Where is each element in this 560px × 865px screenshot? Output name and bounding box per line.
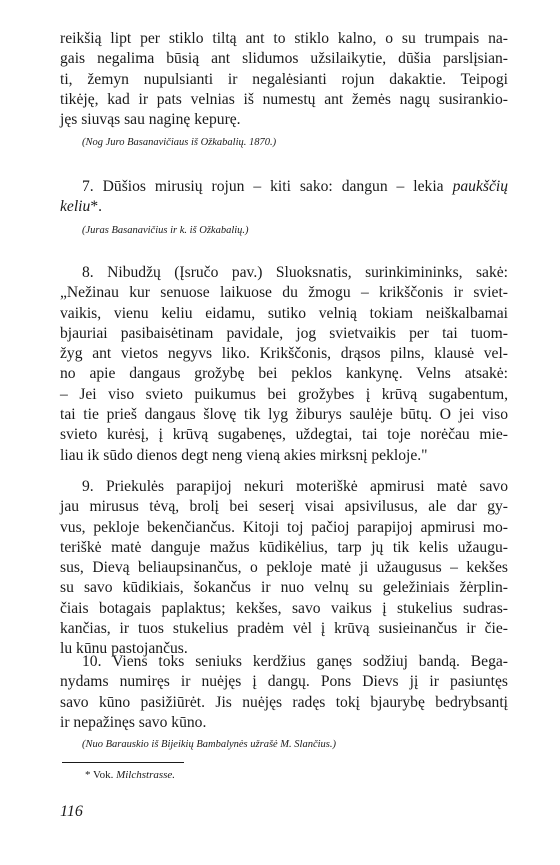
text-line: kančias, ir tuos stukelius pradėm vėl į krūvą susieinančus ir čie- — [60, 620, 508, 638]
text-line: keliu*. — [60, 198, 103, 216]
text-line: savo kūno pasižiūrėt. Jis nuėjęs radęs tokį bjaurybę bedrybsantį — [60, 693, 508, 711]
text-line: lu kūnu pastojančus. — [60, 640, 188, 658]
text-line: liau ik sūdo dienos degt neng vieną akies mirksnį pekloje." — [60, 446, 428, 464]
text-line: – Jei viso svieto puikumus bei grožybes į krūvą sugabentum, — [60, 385, 508, 403]
footnote-divider — [62, 762, 184, 763]
page-number: 116 — [60, 803, 83, 820]
text-line: vaikis, vienu keliu eidamu, sutiko velnią tokiam neiškalbamai — [60, 304, 508, 322]
text-line: 10. Viens toks seniuks kerdžius ganęs sodžiuj bandą. Bega- — [82, 653, 508, 670]
source-note: (Nog Juro Basanavičiaus iš Ožkabalių. 1870.) — [82, 137, 277, 148]
text-line: bjauriai pasibaisėtinam pavidale, jog svietvaikis per tai tuom- — [60, 324, 508, 342]
italic-term: Milchstrasse. — [116, 769, 176, 781]
text-line: jęs siuvąs sau naginę kepurę. — [60, 111, 241, 129]
footnote-text: * Vok. Milchstrasse. — [85, 769, 176, 781]
source-note: (Nuo Barauskio iš Bijeikių Bambalynės užrašė M. Slančius.) — [82, 739, 337, 750]
text-line: jau mirusus tėvą, brolį bei seserį visai apsivilusus, ale dar gy- — [60, 498, 508, 516]
text-line: 8. Nibudžų (Įsručo pav.) Sluoksnatis, surinkimininks, sakė: — [82, 264, 508, 281]
footnote — [85, 768, 175, 782]
text-line: ti, žemyn nupulsianti ir negalėsianti rojun dakaktie. Teipogi — [60, 70, 508, 88]
text-line: svieto kurėsį, į krūvą sugabenęs, uždegtai, tai toje norėčau mie- — [60, 426, 508, 444]
text-line: gais negalima būsią ant slidumos užsilaikytie, dūšia parslįsian- — [60, 50, 508, 68]
text-line: reikšią lipt per stiklo tiltą ant to stiklo kalno, o su trumpais na- — [60, 30, 508, 47]
text-line: ir nepažinęs savo kūno. — [60, 713, 207, 731]
text-line: „Nežinau kur senuose laikuose du žmogu – krikščonis ir sviet- — [60, 284, 508, 302]
source-note: (Juras Basanavičius ir k. iš Ožkabalių.) — [82, 225, 249, 236]
text-line: 9. Priekulės parapijoj nekuri moteriškė apmirusi matė savo — [82, 478, 508, 495]
italic-term: keliu — [60, 198, 91, 216]
paragraph-8 — [60, 263, 508, 466]
text-line: čiais botagais paplaktus; kekšes, savo vaikus į stukelius sudras- — [60, 599, 508, 617]
text-line: tikėję, kad ir pats velnias iš numestų ant žemės nagų susirankio- — [60, 90, 508, 108]
paragraph-7 — [60, 177, 508, 218]
text-line: nydams numiręs ir nuėjęs į dangų. Pons Dievs jį ir pasiuntęs — [60, 673, 508, 691]
text-line: 7. Dūšios mirusių rojun – kiti sako: dangun – lekia paukščių — [82, 178, 508, 195]
text-line: no apie dangaus grožybę bei peklos kankynę. Velns atsakė: — [60, 365, 508, 383]
text-line: žyg ant vietos negyvs liko. Krikščonis, drąsos pilns, klausė vel- — [60, 345, 508, 363]
paragraph-10 — [60, 652, 508, 733]
italic-term: paukščių — [452, 178, 508, 195]
text-line: sus, Dievą beliaupsinančus, o pekloje matė ji užaugusus – kekšes — [60, 559, 508, 577]
text-line: vus, pekloje bekenčiančus. Kitoji toj pačioj parapijoj apmirusi mo- — [60, 518, 508, 536]
text-line: su savo kūdikiais, šokančus ir nuo velnų su geležiniais žėrplin- — [60, 579, 508, 597]
text-line: teriškė matė danguje mažus kūdikėlius, tarp jų tik kelis užaugu- — [60, 538, 508, 556]
paragraph-continued — [60, 29, 508, 130]
paragraph-9 — [60, 477, 508, 660]
text-line: tai tie prieš dangaus šlovę tik lyg žiburys saulėje būtų. O jei viso — [60, 406, 508, 424]
